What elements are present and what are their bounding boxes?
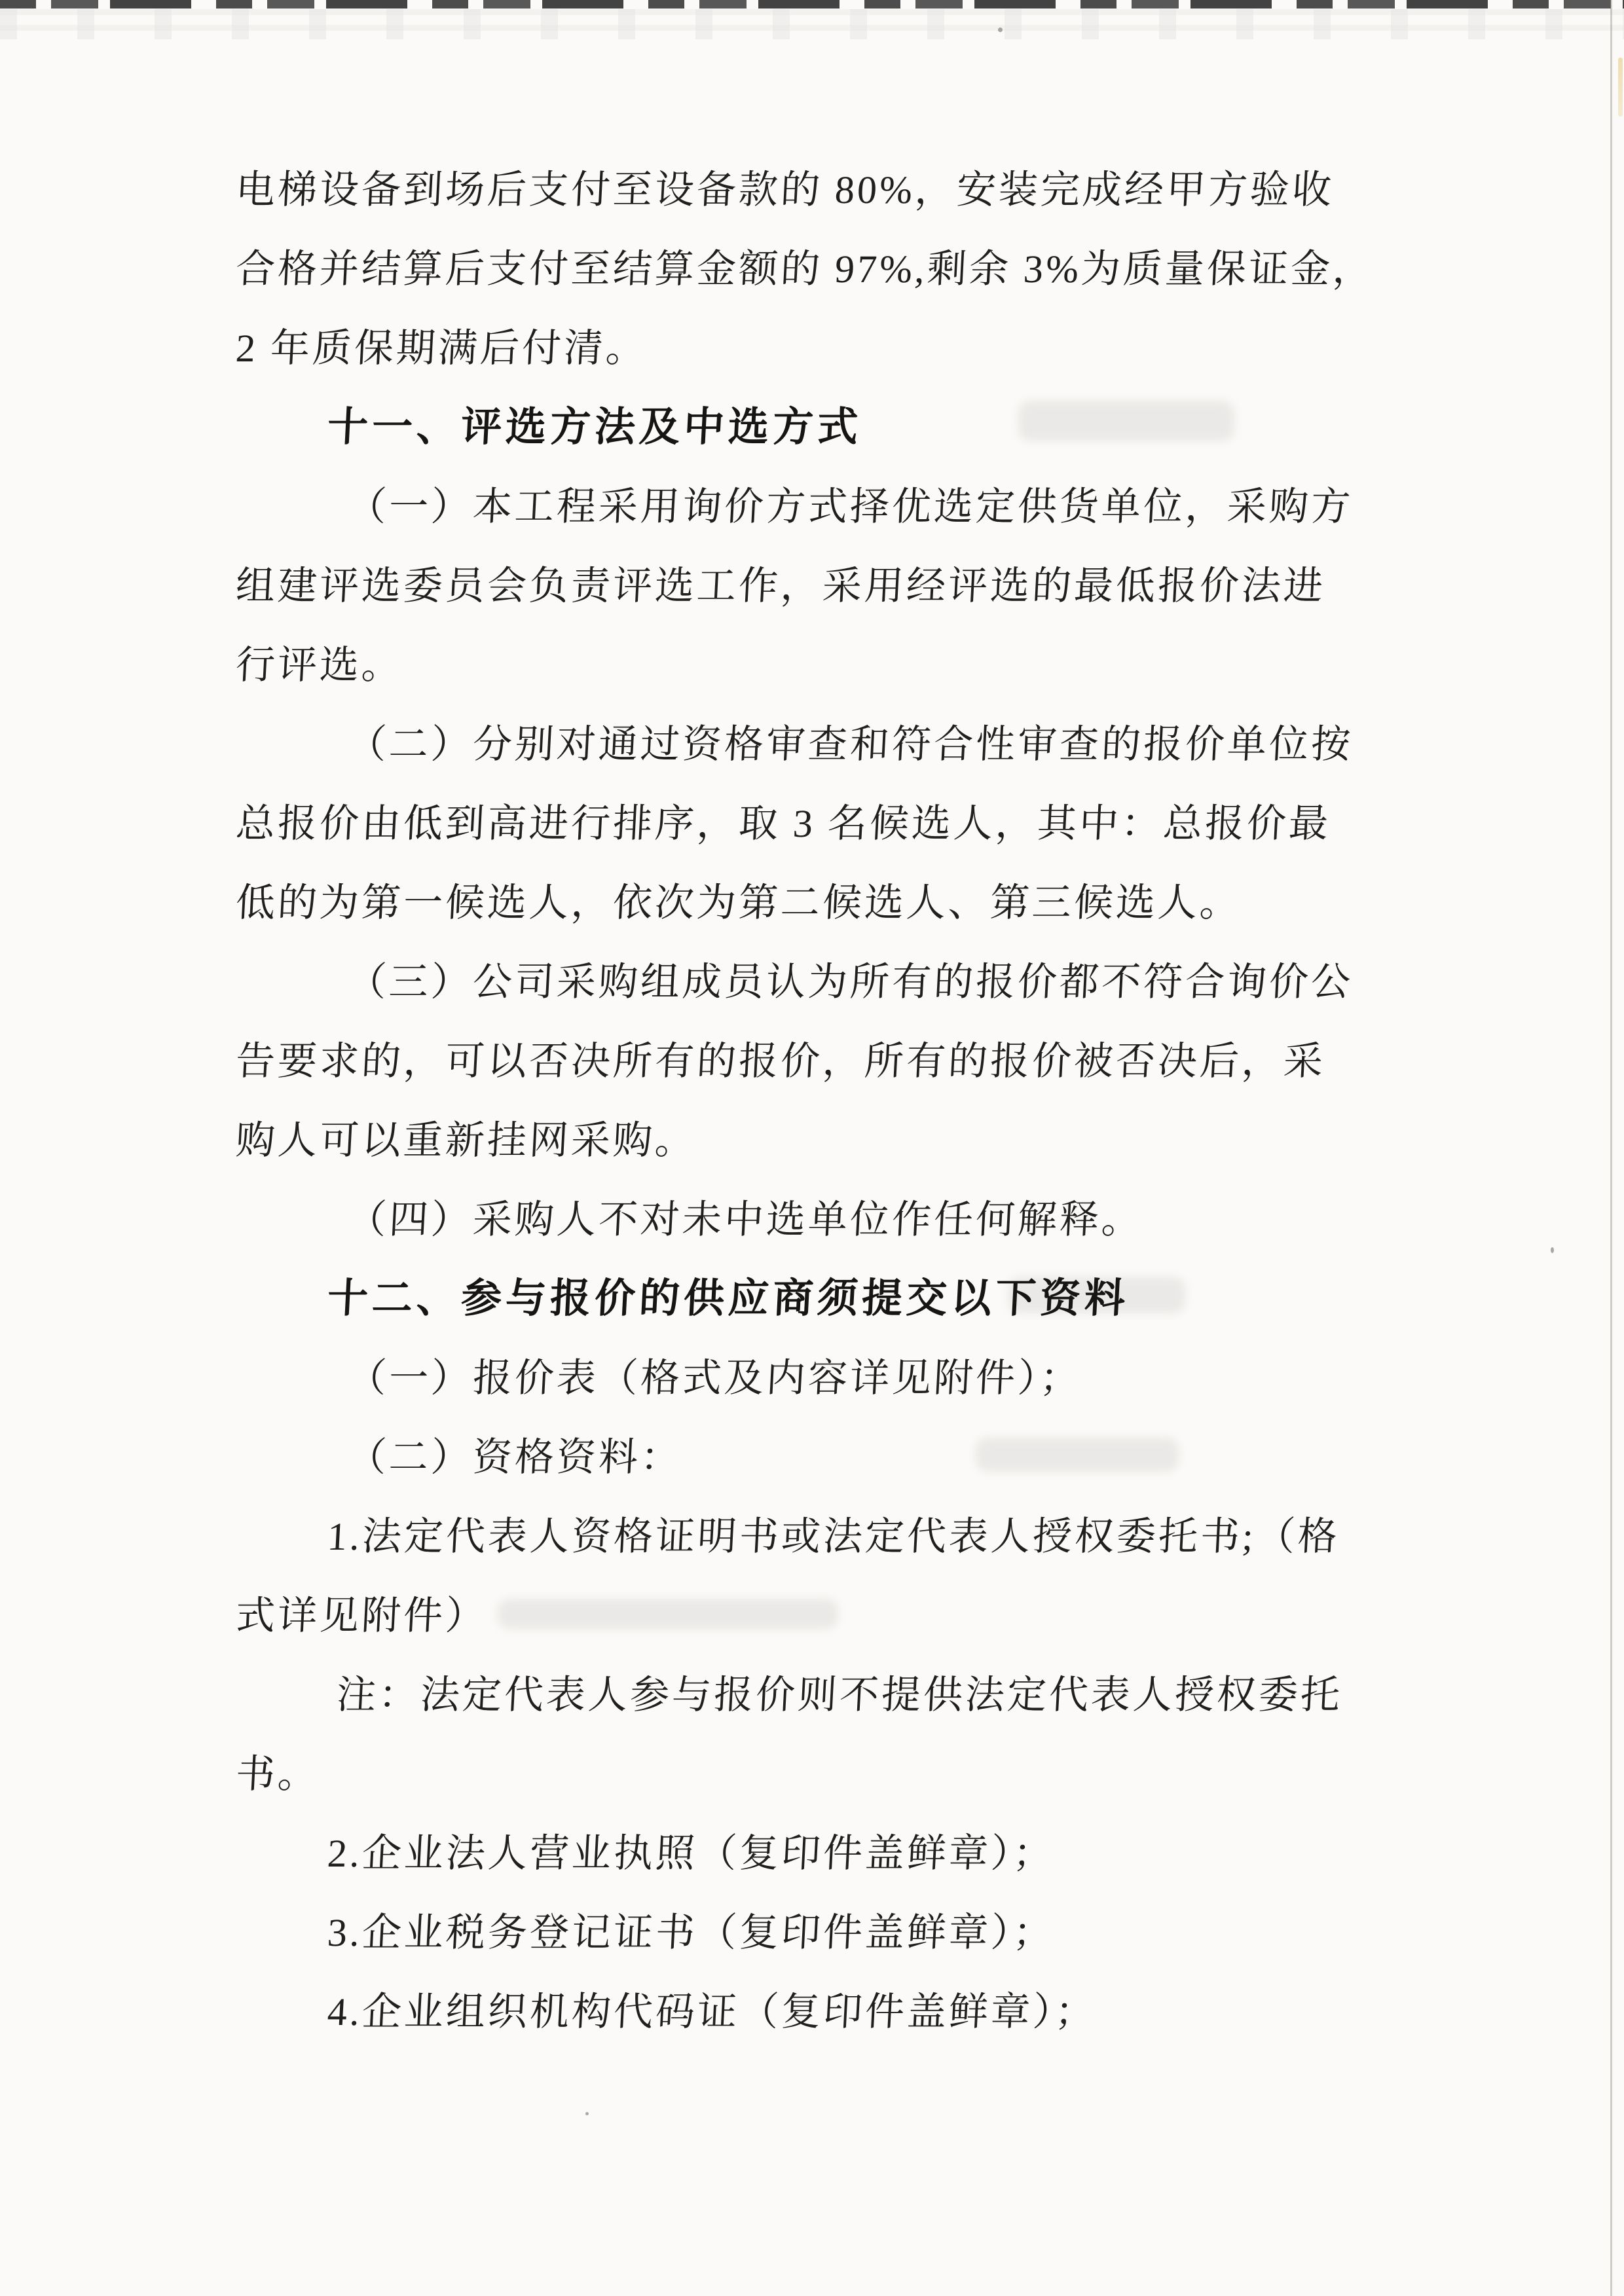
text-line: 组建评选委员会负责评选工作，采用经评选的最低报价法进 (234, 564, 1327, 608)
section-heading-line: 十一、评选方法及中选方式 (326, 405, 863, 450)
text-line: 4.企业组织机构代码证（复印件盖鲜章）； (326, 1990, 1098, 2033)
scan-artifact-right-edge-shadow (1610, 0, 1612, 2296)
text-line: 3.企业税务登记证书（复印件盖鲜章）； (326, 1911, 1056, 1954)
text-line: 行评选。 (234, 644, 405, 687)
text-line: 低的为第一候选人，依次为第二候选人、第三候选人。 (234, 881, 1243, 924)
text-line: （一）本工程采用询价方式择优选定供货单位，采购方 (346, 485, 1354, 528)
scan-noise-speck (585, 2112, 589, 2115)
text-line: （四）采购人不对未中选单位作任何解释。 (346, 1198, 1145, 1241)
text-line: 合格并结算后支付至结算金额的 97%,剩余 3%为质量保证金， (234, 247, 1376, 291)
text-line: 1.法定代表人资格证明书或法定代表人授权委托书;（格 (326, 1515, 1341, 1558)
text-line: 2.企业法人营业执照（复印件盖鲜章）； (326, 1832, 1056, 1875)
text-line: 告要求的，可以否决所有的报价，所有的报价被否决后，采 (234, 1040, 1327, 1083)
document-text (234, 151, 1376, 2052)
text-line: 购人可以重新挂网采购。 (234, 1119, 698, 1162)
scan-artifact-right-edge-gold (1618, 58, 1623, 117)
text-line: 总报价由低到高进行排序，取 3 名候选人，其中：总报价最 (234, 802, 1332, 845)
text-line: 2 年质保期满后付清。 (234, 327, 649, 370)
text-line: （二）分别对通过资格审查和符合性审查的报价单位按 (346, 723, 1354, 766)
text-line: （一）报价表（格式及内容详见附件）； (346, 1357, 1083, 1400)
text-line: （三）公司采购组成员认为所有的报价都不符合询价公 (346, 960, 1354, 1004)
text-line: 书。 (234, 1753, 321, 1796)
scan-noise-speck (1551, 1247, 1554, 1253)
text-line: 式详见附件） (234, 1594, 489, 1637)
text-line: （二）资格资料： (346, 1436, 684, 1479)
text-line: 电梯设备到场后支付至设备款的 80%，安装完成经甲方验收 (234, 168, 1335, 211)
scan-artifact-top-edge (0, 0, 1624, 9)
text-line: 注：法定代表人参与报价则不提供法定代表人授权委托 (335, 1673, 1344, 1717)
scan-noise-speck (998, 27, 1003, 32)
section-heading-line: 十二、参与报价的供应商须提交以下资料 (326, 1277, 1130, 1321)
